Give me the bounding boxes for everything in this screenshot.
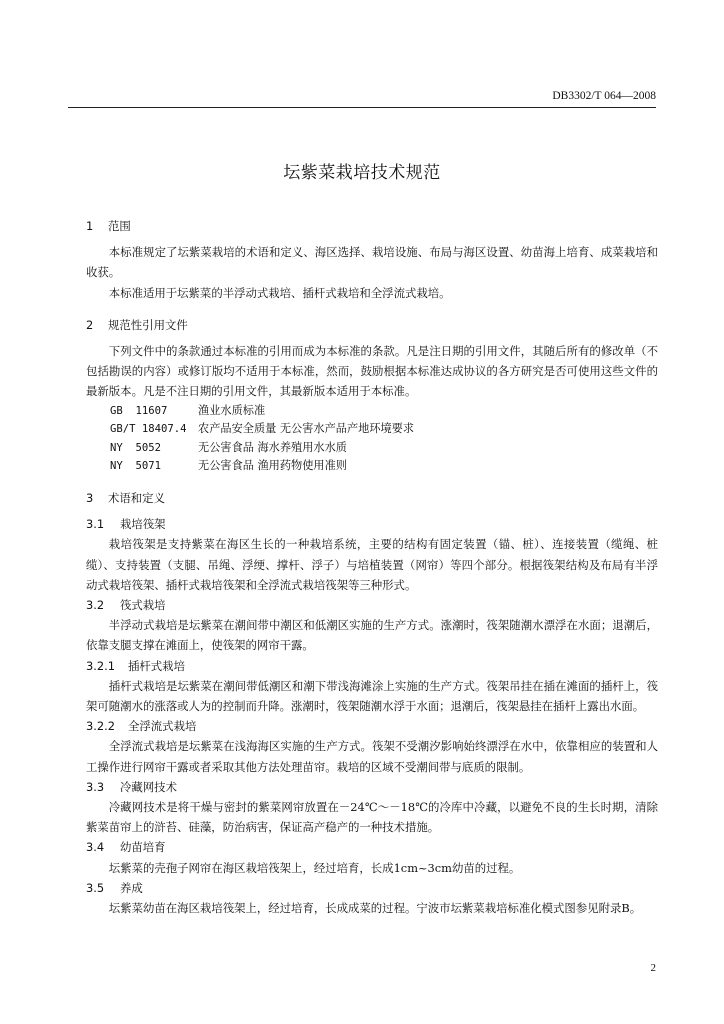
subsection-heading [86,656,658,676]
reference-name: 无公害食品 海水养殖用水水质 [198,440,347,454]
reference-code: NY 5071 [110,460,162,473]
subsection-number: 3.2.2 [86,719,115,734]
standard-code: DB3302/T 064—2008 [552,90,656,102]
subsection-title: 冷藏网技术 [120,779,177,794]
section-heading-terms-definitions [86,488,658,508]
reference-item [110,402,658,421]
definition-text: 栽培筏架是支持紫菜在海区生长的一种栽培系统，主要的结构有固定装置（锚、桩）、连接装置（缆绳、桩缆）、支持装置（支腿、吊绳、浮绠、撑杆、浮子）与培植装置（网帘）等四个部分。根据筏架结构及布局有半浮动式栽培筏架、插杆式栽培筏架和全浮流式栽培筏架等三种形式。 [86,537,658,592]
section-number: 2 [86,317,94,332]
reference-name: 无公害食品 渔用药物使用准则 [198,459,347,473]
page-number: 2 [650,962,656,974]
subsection-heading [86,878,658,898]
reference-item [110,439,658,458]
definition-text: 坛紫菜幼苗在海区栽培筏架上，经过培育，长成成菜的过程。宁波市坛紫菜栽培标准化模式图参见附录B。 [108,901,642,916]
subsection-title: 幼苗培育 [120,840,166,855]
subsection-number: 3.5 [86,880,105,895]
section-number: 3 [86,491,94,505]
subsection-heading [86,837,658,857]
definition-text: 冷藏网技术是将干燥与密封的紫菜网帘放置在－24℃～－18℃的冷库中冷藏，以避免不良的生长时期，清除紫菜苗帘上的浒苔、硅藻，防治病害，保证高产稳产的一种技术措施。 [86,800,658,835]
reference-name: 农产品安全质量 无公害水产品产地环境要求 [198,422,415,436]
reference-item [110,420,658,439]
subsection-title: 插杆式栽培 [128,658,185,673]
section-title: 规范性引用文件 [108,317,188,332]
subsection-number: 3.2.1 [86,658,115,673]
subsection-title: 筏式栽培 [120,598,166,613]
subsection-heading [86,777,658,797]
subsection-title: 养成 [120,880,143,895]
subsection-number: 3.4 [86,840,105,855]
paragraph: 下列文件中的条款通过本标准的引用而成为本标准的条款。凡是注日期的引用文件，其随后所有的修改单（不包括勘误的内容）或修订版均不适用于本标准，然而，鼓励根据本标准达成协议的各方研究是否可使用这些文件的最新版本。凡是不注日期的引用文件，其最新版本适用于本标准。 [86,344,658,399]
definition-text: 坛紫菜的壳孢子网帘在海区栽培筏架上，经过培育，长成1cm~3cm幼苗的过程。 [108,860,521,875]
paragraph: 本标准规定了坛紫菜栽培的术语和定义、海区选择、栽培设施、布局与海区设置、幼苗海上培育、成菜栽培和收获。 [86,245,658,280]
subsection-heading [86,514,658,534]
subsection-number: 3.3 [86,779,105,794]
section-title: 术语和定义 [108,491,165,505]
reference-code: GB 11607 [110,404,168,417]
document-body [86,212,658,918]
section-heading-normative-references [86,315,658,335]
section-heading-scope [86,216,658,236]
reference-name: 渔业水质标准 [198,403,266,417]
subsection-heading [86,595,658,615]
definition-text: 半浮动式栽培是坛紫菜在潮间带中潮区和低潮区实施的生产方式。涨潮时，筏架随潮水漂浮在水面；退潮后，依靠支腿支撑在滩面上，使筏架的网帘干露。 [86,618,658,653]
section-title: 范围 [108,219,131,233]
subsection-heading [86,716,658,736]
header-rule [68,107,656,108]
definition-text: 插杆式栽培是坛紫菜在潮间带低潮区和潮下带浅海滩涂上实施的生产方式。筏架吊挂在插在滩面的插杆上，筏架可随潮水的涨落或人为的控制而升降。涨潮时，筏架随潮水浮于水面；退潮后，筏架悬挂在插杆上露出水面。 [86,678,658,714]
reference-item [110,457,658,476]
reference-code: GB/T 18407.4 [110,423,187,436]
reference-code: NY 5052 [110,441,162,454]
subsection-number: 3.2 [86,598,105,613]
definition-text: 全浮流式栽培是坛紫菜在浅海海区实施的生产方式。筏架不受潮汐影响始终漂浮在水中，依靠相应的装置和人工操作进行网帘干露或者采取其他方法处理苗帘。栽培的区域不受潮间带与底质的限制。 [86,739,658,774]
section-number: 1 [86,219,94,233]
subsection-title: 全浮流式栽培 [128,719,197,734]
paragraph: 本标准适用于坛紫菜的半浮动式栽培、插杆式栽培和全浮流式栽培。 [108,285,451,300]
document-title: 坛紫菜栽培技术规范 [283,163,441,183]
subsection-number: 3.1 [86,517,105,532]
subsection-title: 栽培筏架 [120,517,166,532]
